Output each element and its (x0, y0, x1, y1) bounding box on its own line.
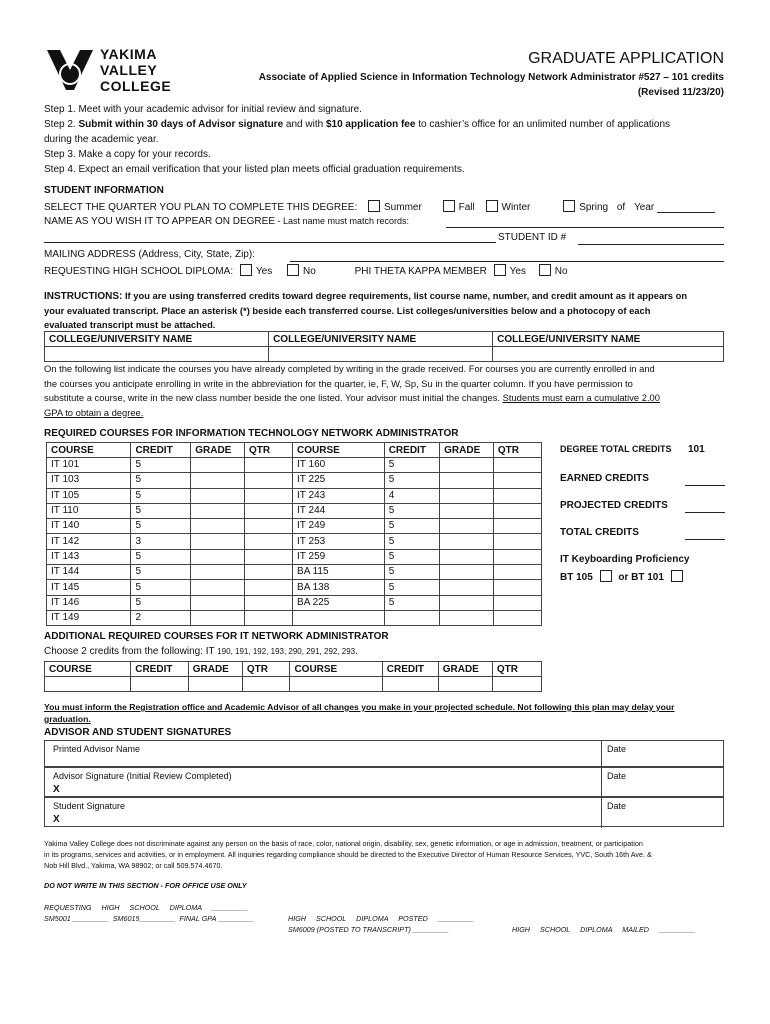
year-field[interactable] (657, 212, 715, 213)
mailing-field[interactable] (290, 251, 724, 262)
credit-cell: 3 (131, 534, 191, 549)
keyboarding-label: IT Keyboarding Proficiency (560, 554, 690, 565)
student-id-field[interactable] (578, 232, 724, 245)
qtr-cell[interactable] (493, 519, 541, 534)
required-col-header: GRADE (191, 443, 245, 458)
credit-cell: 5 (384, 458, 439, 473)
grade-cell[interactable] (191, 580, 245, 595)
table-row (47, 580, 542, 595)
grade-cell[interactable] (191, 534, 245, 549)
change-notice: You must inform the Registration office and Academic Advisor of all changes you make in your projected schedule. Not following this plan may delay your graduation. (44, 702, 675, 724)
course-cell: BA 115 (293, 565, 385, 580)
credit-cell: 5 (384, 503, 439, 518)
credit-cell: 5 (131, 595, 191, 610)
additional-col-header: GRADE (188, 662, 242, 677)
table-row (47, 519, 542, 534)
steps (44, 102, 734, 177)
college-cell-2[interactable] (269, 347, 493, 362)
logo-line-1: YAKIMA (100, 46, 157, 62)
course-cell: BA 138 (293, 580, 385, 595)
student-signature-row (44, 797, 724, 827)
nondiscrimination-statement: Yakima Valley College does not discriminate against any person on the basis of race, color, national origin, disability, sex, genetic information, or age in admission, treatment, or participation in its programs, services and activities, or in employment. All inquiries regarding compliance should be directed to the Executive Director of Human Resource Services, YVC, South 16th Ave. & Nob Hill Blvd., Yakima, WA 98902; or call 509.574.4670. (44, 839, 652, 870)
printed-advisor-row (44, 740, 724, 767)
credit-cell: 4 (384, 488, 439, 503)
additional-col-header: COURSE (45, 662, 131, 677)
course-cell: IT 160 (293, 458, 385, 473)
credit-cell: 5 (384, 534, 439, 549)
required-col-header: QTR (244, 443, 292, 458)
qtr-cell[interactable] (244, 473, 292, 488)
qtr-cell[interactable] (493, 458, 541, 473)
additional-courses-table (44, 661, 542, 692)
additional-input-cell[interactable] (131, 677, 188, 692)
revised-date: (Revised 11/23/20) (637, 87, 724, 98)
course-cell: IT 146 (47, 595, 131, 610)
program-subtitle: Associate of Applied Science in Information Technology Network Administrator #527 – 101 credits (258, 72, 724, 83)
diploma-yes-checkbox[interactable] (240, 264, 252, 276)
additional-col-header: QTR (492, 662, 541, 677)
grade-cell[interactable] (191, 549, 245, 564)
qtr-cell[interactable] (493, 610, 541, 625)
course-cell: IT 110 (47, 503, 131, 518)
grade-cell[interactable] (191, 488, 245, 503)
table-row (47, 534, 542, 549)
college-logo (44, 44, 204, 96)
mailing-label: MAILING ADDRESS (Address, City, State, Zip): (44, 249, 255, 260)
course-cell (293, 610, 385, 625)
credit-cell: 2 (131, 610, 191, 625)
course-cell: IT 103 (47, 473, 131, 488)
qtr-cell[interactable] (244, 610, 292, 625)
student-signature-field[interactable] (65, 812, 585, 826)
additional-input-cell[interactable] (45, 677, 131, 692)
required-courses-table (46, 442, 542, 626)
date-label-1: Date (607, 744, 627, 754)
qtr-cell[interactable] (493, 580, 541, 595)
printed-advisor-field[interactable] (47, 743, 595, 765)
course-cell: IT 143 (47, 549, 131, 564)
qtr-cell[interactable] (493, 565, 541, 580)
qtr-cell[interactable] (493, 473, 541, 488)
table-row (47, 595, 542, 610)
advisor-signature-row (44, 767, 724, 797)
required-col-header: QTR (493, 443, 541, 458)
qtr-cell[interactable] (493, 503, 541, 518)
additional-input-cell[interactable] (188, 677, 242, 692)
office-use: DO NOT WRITE IN THIS SECTION - FOR OFFICE USE ONLY REQUESTING HIGH SCHOOL DIPLOMA _________ HIGH SCHOOL DIPLOMA POSTED _________ HIGH SCHOOL DIPLOMA MAILED _________ SM5001 _________ SM6015_________ FINAL GPA _________ SM6009 (POSTED TO TRANSCRIPT) _________ (44, 880, 734, 913)
credit-cell: 5 (131, 519, 191, 534)
college-col-1: COLLEGE/UNIVERSITY NAME (45, 332, 269, 347)
qtr-cell[interactable] (244, 458, 292, 473)
required-heading: REQUIRED COURSES FOR INFORMATION TECHNOLOGY NETWORK ADMINISTRATOR (44, 428, 459, 439)
degree-total-value: 101 (688, 444, 705, 455)
grade-cell[interactable] (440, 610, 494, 625)
credit-cell: 5 (384, 580, 439, 595)
grade-cell[interactable] (440, 565, 494, 580)
diploma-no-checkbox[interactable] (287, 264, 299, 276)
grade-cell[interactable] (191, 610, 245, 625)
college-col-3: COLLEGE/UNIVERSITY NAME (493, 332, 724, 347)
additional-input-cell[interactable] (242, 677, 290, 692)
additional-col-header: CREDIT (131, 662, 188, 677)
student-info-heading: STUDENT INFORMATION (44, 185, 164, 196)
step-3: Step 3. Make a copy for your records. (44, 149, 211, 160)
college-col-2: COLLEGE/UNIVERSITY NAME (269, 332, 493, 347)
credit-cell: 5 (384, 473, 439, 488)
ptk-no-checkbox[interactable] (539, 264, 551, 276)
course-cell: IT 105 (47, 488, 131, 503)
additional-input-cell[interactable] (382, 677, 438, 692)
step-1: Step 1. Meet with your academic advisor for initial review and signature. (44, 104, 362, 115)
signatures-heading: ADVISOR AND STUDENT SIGNATURES (44, 727, 232, 738)
course-cell: BA 225 (293, 595, 385, 610)
projected-credits-label: PROJECTED CREDITS (560, 500, 668, 511)
course-cell: IT 244 (293, 503, 385, 518)
advisor-signature-label: Advisor Signature (Initial Review Completed) (53, 771, 232, 781)
quarter-row: SELECT THE QUARTER YOU PLAN TO COMPLETE THIS DEGREE: Summer Fall Winter Spring of Year (44, 200, 734, 213)
grade-cell[interactable] (440, 488, 494, 503)
advisor-signature-x: X (53, 784, 60, 795)
qtr-cell[interactable] (244, 534, 292, 549)
bt101-checkbox[interactable] (671, 570, 683, 582)
course-instructions: On the following list indicate the courses you have already completed by writing in the grade received. For courses you are currently enrolled in and the courses you anticipate enrolling in write in the abbreviation for the quarter, ie, F, W, Sp, Su in the quarter column. If you have permission to substitute a course, write in the new class number beside the one listed. Your advisor must initial the changes. Students must earn a cumulative 2.00 GPA to obtain a degree. (44, 363, 660, 418)
required-col-header: CREDIT (384, 443, 439, 458)
additional-input-cell[interactable] (290, 677, 382, 692)
qtr-cell[interactable] (244, 565, 292, 580)
credit-cell: 5 (131, 473, 191, 488)
additional-col-header: COURSE (290, 662, 382, 677)
logo-line-3: COLLEGE (100, 78, 172, 94)
required-col-header: CREDIT (131, 443, 191, 458)
course-cell: IT 144 (47, 565, 131, 580)
name-field-2[interactable] (44, 232, 496, 243)
logo-line-2: VALLEY (100, 62, 158, 78)
table-row (47, 473, 542, 488)
credit-cell: 5 (384, 519, 439, 534)
grade-cell[interactable] (191, 595, 245, 610)
credit-cell (384, 610, 439, 625)
additional-input-cell[interactable] (438, 677, 492, 692)
degree-total-label: DEGREE TOTAL CREDITS (560, 444, 672, 454)
name-field[interactable] (446, 217, 724, 228)
logo-mark-icon (44, 44, 96, 96)
qtr-cell[interactable] (493, 595, 541, 610)
required-col-header: GRADE (440, 443, 494, 458)
name-row: NAME AS YOU WISH IT TO APPEAR ON DEGREE - Last name must match records: (44, 216, 410, 227)
required-col-header: COURSE (47, 443, 131, 458)
summer-checkbox[interactable] (368, 200, 380, 212)
credit-cell: 5 (384, 565, 439, 580)
credit-cell: 5 (384, 595, 439, 610)
qtr-cell[interactable] (244, 488, 292, 503)
earned-credits-field[interactable] (685, 473, 725, 486)
table-row (47, 610, 542, 625)
step-2: Step 2. Submit within 30 days of Advisor signature and with $10 application fee to cashier’s office for an unlimited number of applications (44, 119, 671, 130)
course-cell: IT 101 (47, 458, 131, 473)
date-label-2: Date (607, 771, 627, 781)
total-credits-label: TOTAL CREDITS (560, 527, 639, 538)
qtr-cell[interactable] (493, 549, 541, 564)
winter-checkbox[interactable] (486, 200, 498, 212)
course-cell: IT 140 (47, 519, 131, 534)
grade-cell[interactable] (191, 503, 245, 518)
credit-cell: 5 (131, 565, 191, 580)
grade-cell[interactable] (191, 458, 245, 473)
diploma-row: REQUESTING HIGH SCHOOL DIPLOMA: Yes No PHI THETA KAPPA MEMBER Yes No (44, 266, 568, 277)
college-cell-1[interactable] (45, 347, 269, 362)
qtr-cell[interactable] (244, 503, 292, 518)
total-credits-field[interactable] (685, 527, 725, 540)
step-4: Step 4. Expect an email verification that your listed plan meets official graduation requirements. (44, 164, 465, 175)
table-row (47, 549, 542, 564)
grade-cell[interactable] (440, 580, 494, 595)
step-2-cont: during the academic year. (44, 134, 159, 145)
required-col-header: COURSE (293, 443, 385, 458)
grade-cell[interactable] (191, 565, 245, 580)
course-cell: IT 149 (47, 610, 131, 625)
grade-cell[interactable] (440, 595, 494, 610)
table-row (47, 565, 542, 580)
student-id-label: STUDENT ID # (498, 232, 567, 243)
additional-input-cell[interactable] (492, 677, 541, 692)
additional-col-header: CREDIT (382, 662, 438, 677)
additional-col-header: QTR (242, 662, 290, 677)
course-cell: IT 243 (293, 488, 385, 503)
credit-cell: 5 (384, 549, 439, 564)
credit-cell: 5 (131, 580, 191, 595)
college-cell-3[interactable] (493, 347, 724, 362)
table-row (47, 458, 542, 473)
course-cell: IT 145 (47, 580, 131, 595)
college-table (44, 331, 724, 362)
bt105-checkbox[interactable] (600, 570, 612, 582)
credit-cell: 5 (131, 488, 191, 503)
course-cell: IT 253 (293, 534, 385, 549)
grade-cell[interactable] (191, 519, 245, 534)
student-signature-x: X (53, 814, 60, 825)
course-cell: IT 259 (293, 549, 385, 564)
instructions: INSTRUCTIONS: If you are using transferred credits toward degree requirements, list course name, number, and credit amount as it appears on your evaluated transcript. Place an asterisk (*) beside each transferred course. List colleges/universities below and a photocopy of each evaluated transcript must be attached. (44, 290, 688, 330)
grade-cell[interactable] (440, 458, 494, 473)
advisor-signature-field[interactable] (65, 782, 585, 796)
fall-checkbox[interactable] (443, 200, 455, 212)
grade-cell[interactable] (440, 534, 494, 549)
qtr-cell[interactable] (244, 549, 292, 564)
additional-col-header: GRADE (438, 662, 492, 677)
additional-heading: ADDITIONAL REQUIRED COURSES FOR IT NETWORK ADMINISTRATOR (44, 631, 389, 642)
credit-cell: 5 (131, 549, 191, 564)
qtr-cell[interactable] (493, 488, 541, 503)
office-use-heading: DO NOT WRITE IN THIS SECTION - FOR OFFICE USE ONLY (44, 881, 247, 890)
credit-cell: 5 (131, 503, 191, 518)
earned-credits-label: EARNED CREDITS (560, 473, 649, 484)
grade-cell[interactable] (440, 473, 494, 488)
course-cell: IT 249 (293, 519, 385, 534)
grade-cell[interactable] (440, 549, 494, 564)
table-row (47, 503, 542, 518)
printed-advisor-label: Printed Advisor Name (53, 744, 141, 754)
projected-credits-field[interactable] (685, 500, 725, 513)
grade-cell[interactable] (191, 473, 245, 488)
course-cell: IT 142 (47, 534, 131, 549)
table-row (47, 488, 542, 503)
spring-checkbox[interactable] (563, 200, 575, 212)
qtr-cell[interactable] (244, 580, 292, 595)
qtr-cell[interactable] (493, 534, 541, 549)
ptk-yes-checkbox[interactable] (494, 264, 506, 276)
qtr-cell[interactable] (244, 595, 292, 610)
qtr-cell[interactable] (244, 519, 292, 534)
course-cell: IT 225 (293, 473, 385, 488)
grade-cell[interactable] (440, 503, 494, 518)
credit-cell: 5 (131, 458, 191, 473)
grade-cell[interactable] (440, 519, 494, 534)
page-title: GRADUATE APPLICATION (528, 50, 724, 67)
additional-choose: Choose 2 credits from the following: IT 190, 191, 192, 193, 290, 291, 292, 293. (44, 646, 358, 657)
student-signature-label: Student Signature (53, 801, 126, 811)
date-label-3: Date (607, 801, 627, 811)
